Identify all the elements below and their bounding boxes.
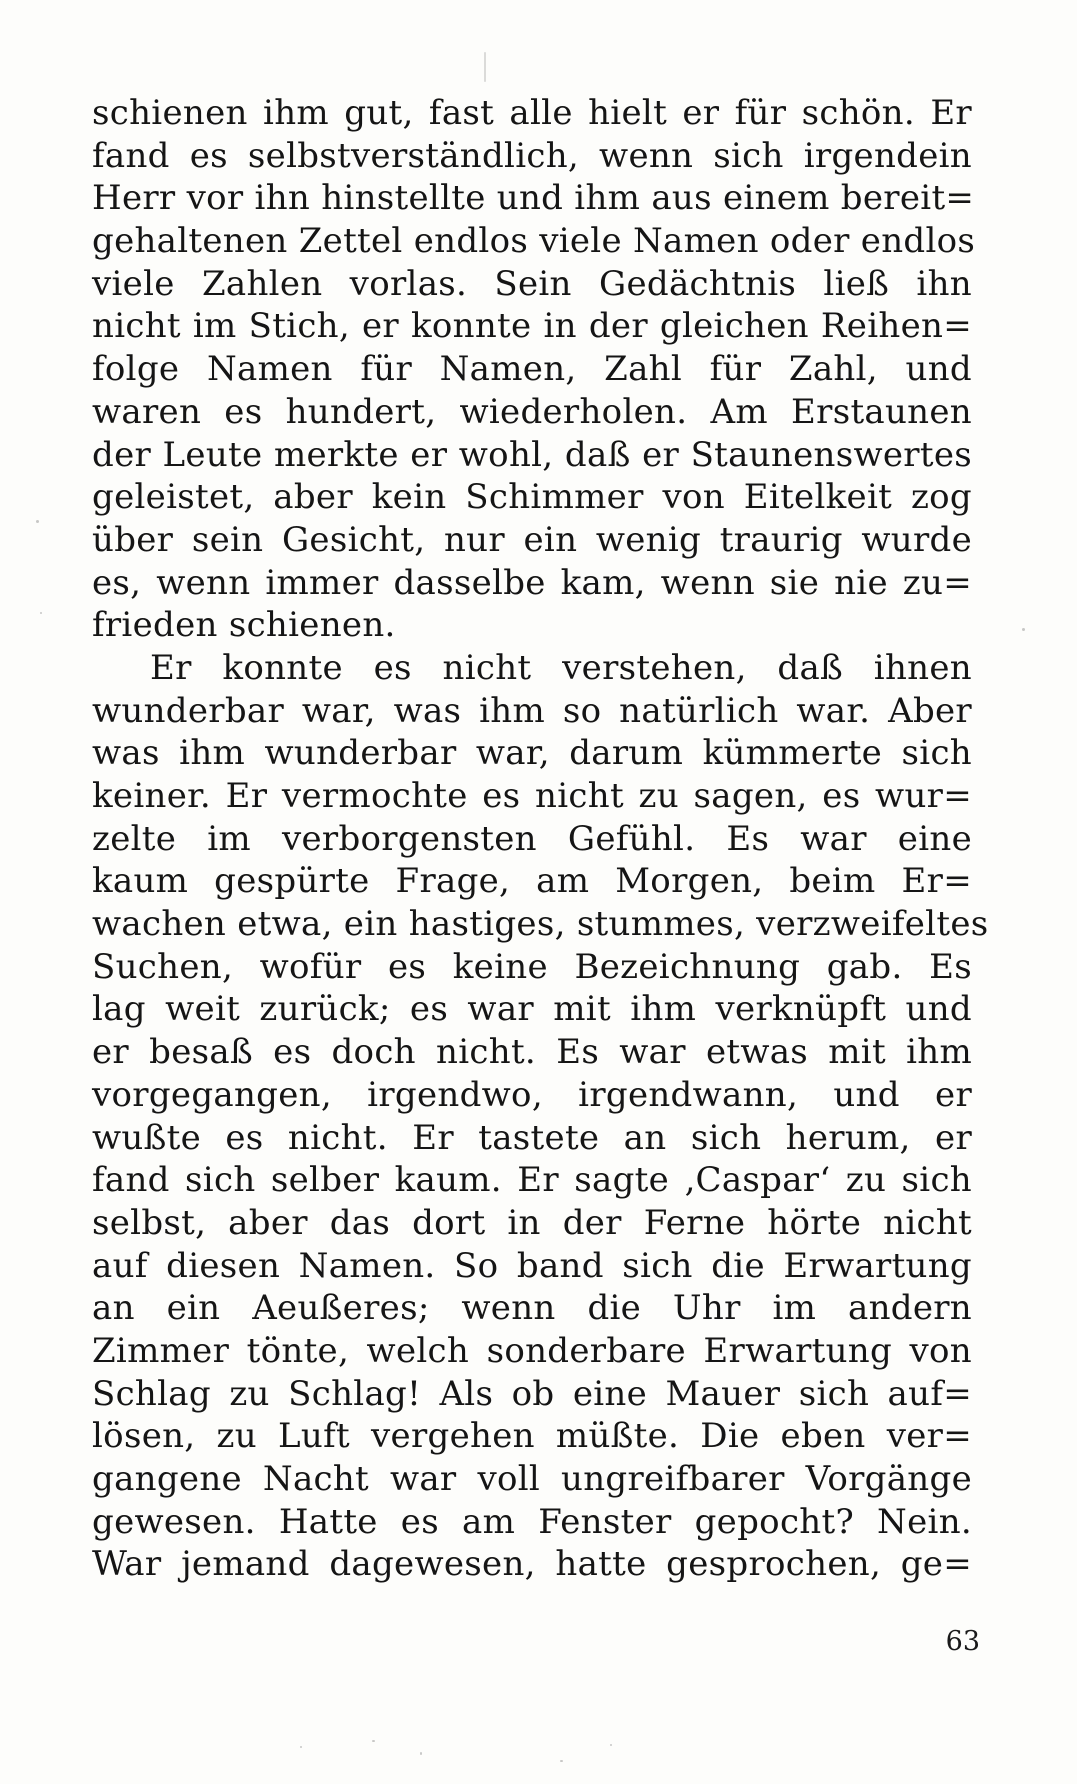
page-number: 63 xyxy=(945,1626,980,1657)
text-line: lag weit zurück; es war mit ihm verknüpft und xyxy=(92,989,972,1030)
text-line: folge Namen für Namen, Zahl für Zahl, und xyxy=(92,349,972,390)
text-line: vorgegangen, irgendwo, irgendwann, und er xyxy=(92,1074,972,1115)
text-line: fand sich selber kaum. Er sagte ‚Caspar‘ zu sich xyxy=(92,1160,972,1201)
text-line: Zimmer tönte, welch sonderbare Erwartung von xyxy=(92,1330,972,1371)
text-line: kaum gespürte Frage, am Morgen, beim Er= xyxy=(92,861,972,902)
text-line: keiner. Er vermochte es nicht zu sagen, es wur= xyxy=(92,776,972,816)
paragraph-end-line: frieden schienen. xyxy=(92,605,396,646)
text-line: waren es hundert, wiederholen. Am Erstaunen xyxy=(92,391,972,432)
text-line: gewesen. Hatte es am Fenster gepocht? Nein. xyxy=(92,1501,972,1542)
text-line: gangene Nacht war voll ungreifbarer Vorgänge xyxy=(92,1459,972,1499)
text-line: selbst, aber das dort in der Ferne hörte nicht xyxy=(92,1202,972,1243)
text-line: lösen, zu Luft vergehen müßte. Die eben ver= xyxy=(92,1416,972,1457)
paragraph-start-line: Er konnte es nicht verstehen, daß ihnen xyxy=(150,647,972,688)
text-line: wunderbar war, was ihm so natürlich war. Aber xyxy=(92,690,972,731)
text-line: er besaß es doch nicht. Es war etwas mit ihm xyxy=(92,1032,972,1073)
scan-speck xyxy=(560,1760,563,1762)
scan-speck xyxy=(40,612,42,614)
scan-speck xyxy=(300,1746,302,1748)
text-line: fand es selbstverständlich, wenn sich irgendein xyxy=(92,135,972,176)
body-text xyxy=(92,92,989,1586)
scan-speck xyxy=(420,1752,422,1755)
text-line: Schlag zu Schlag! Als ob eine Mauer sich auf= xyxy=(92,1373,972,1414)
scan-speck xyxy=(1022,628,1025,631)
text-line: gehaltenen Zettel endlos viele Namen oder endlos xyxy=(92,221,976,262)
text-line: über sein Gesicht, nur ein wenig traurig wurde xyxy=(92,519,972,560)
text-line: der Leute merkte er wohl, daß er Staunenswertes xyxy=(92,434,972,475)
text-line: was ihm wunderbar war, darum kümmerte sich xyxy=(92,733,972,774)
text-line: zelte im verborgensten Gefühl. Es war eine xyxy=(92,818,972,859)
text-line: nicht im Stich, er konnte in der gleichen Reihen= xyxy=(92,306,972,347)
scan-speck xyxy=(372,1740,375,1742)
scan-speck xyxy=(610,1744,612,1746)
text-line: auf diesen Namen. So band sich die Erwartung xyxy=(92,1245,972,1286)
text-line: viele Zahlen vorlas. Sein Gedächtnis ließ ihn xyxy=(92,263,972,304)
text-line: schienen ihm gut, fast alle hielt er für schön. Er xyxy=(92,93,972,133)
text-line: wachen etwa, ein hastiges, stummes, verzweifeltes xyxy=(92,904,989,945)
text-line: Suchen, wofür es keine Bezeichnung gab. Es xyxy=(92,946,972,987)
text-line: War jemand dagewesen, hatte gesprochen, ge= xyxy=(92,1544,972,1585)
text-line: Herr vor ihn hinstellte und ihm aus einem bereit= xyxy=(92,178,975,219)
text-line: geleistet, aber kein Schimmer von Eitelkeit zog xyxy=(92,477,972,518)
text-line: es, wenn immer dasselbe kam, wenn sie nie zu= xyxy=(92,562,972,603)
text-line: an ein Aeußeres; wenn die Uhr im andern xyxy=(92,1288,972,1329)
scan-speck xyxy=(484,52,486,82)
text-line: wußte es nicht. Er tastete an sich herum, er xyxy=(92,1117,972,1158)
scan-speck xyxy=(36,520,39,523)
